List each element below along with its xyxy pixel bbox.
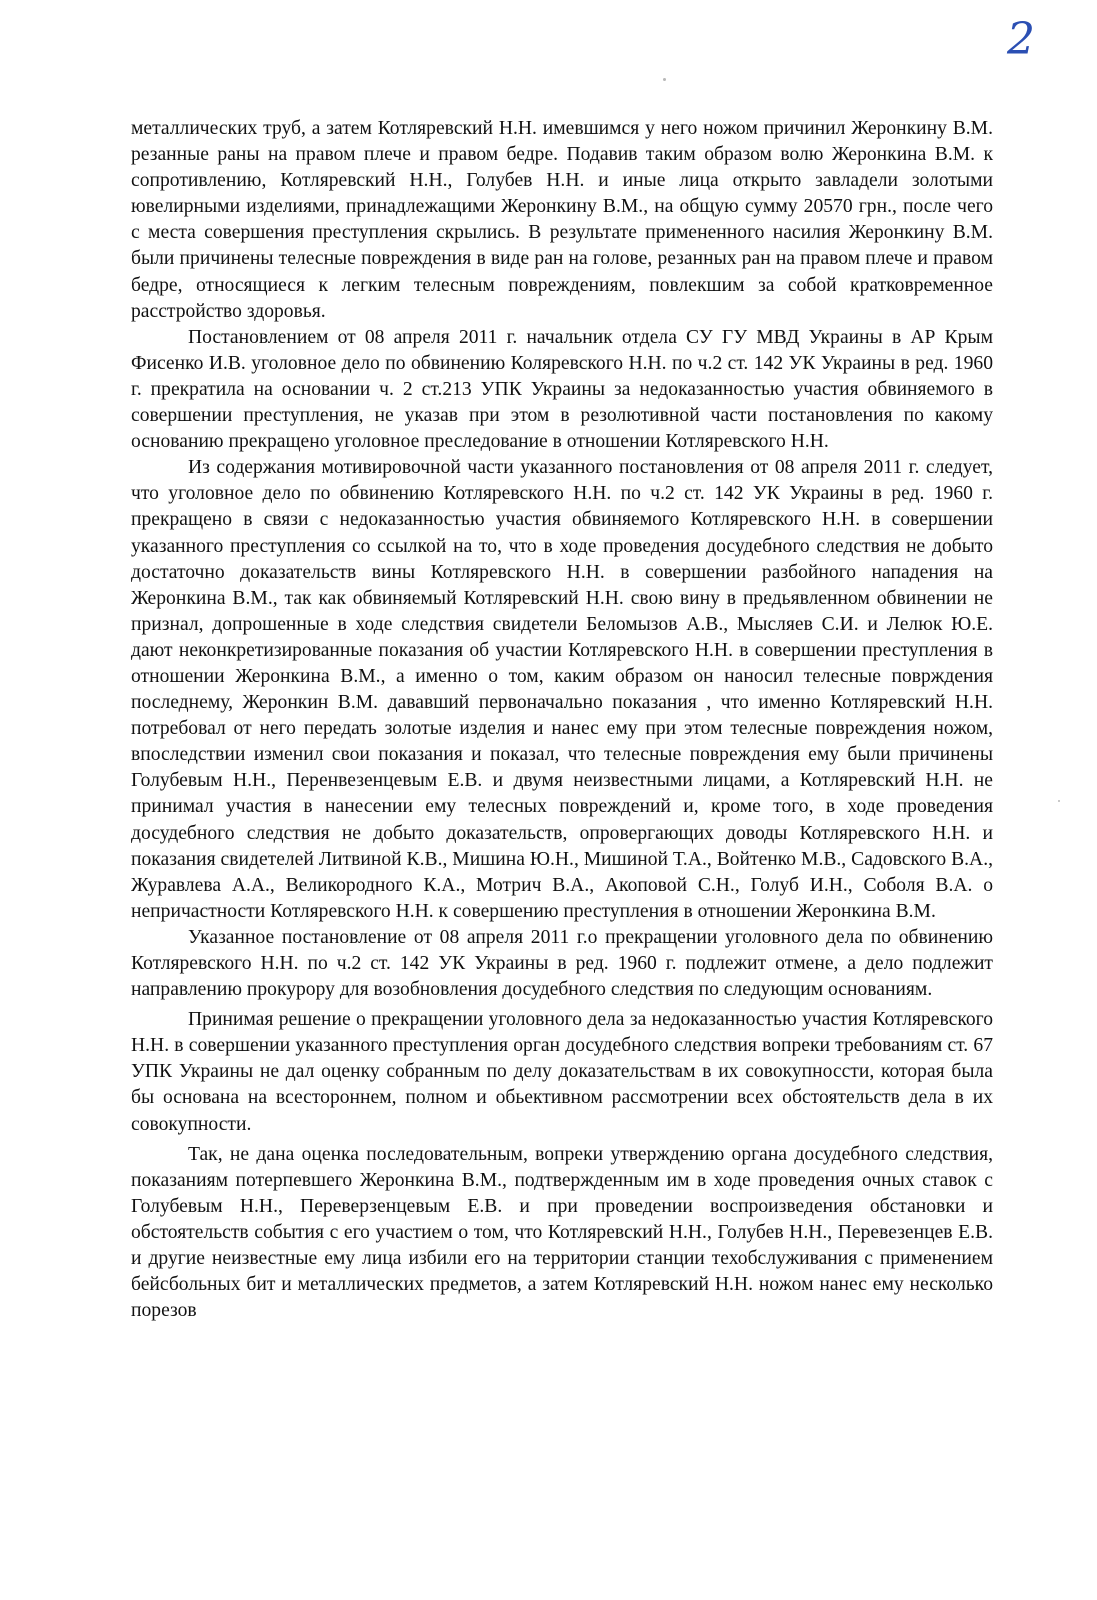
paragraph: Так, не дана оценка последовательным, вопреки утверждению органа досудебного следствия, показаниям потерпевшего Жеронкина В.М., подтвержденным им в ходе проведения очных ставок с Голубевым Н.Н., Переверзенцевым Е.В. и при проведении воспроизведения обстановки и обстоятельств события с его участием о том, что Котляревский Н.Н., Голубев Н.Н., Перевезенцев Е.В. и другие неизвестные ему лица избили его на территории станции техобслуживания с применением бейсбольных бит и металлических предметов, а затем Котляревский Н.Н. ножом нанес ему несколько порезов [131, 1143, 993, 1322]
scan-speck [1058, 800, 1060, 802]
paragraph: металлических труб, а затем Котляревский Н.Н. имевшимся у него ножом причинил Жеронкину В.М. резанные раны на правом плече и правом бедре. Подавив таким образом волю Жеронкина В.М. к сопротивлению, Котляревский Н.Н., Голубев Н.Н. и иные лица открыто завладели золотыми ювелирными изделиями, принадлежащими Жеронкину В.М., на общую сумму 20570 грн., после чего с места совершения преступления скрылись. В результате примененного насилия Жеронкину В.М. были причинены телесные повреждения в виде ран на голове, резанных ран на правом плече и правом бедре, относящиеся к легким телесным повреждениям, повлекшим за собой кратковременное расстройство здоровья. [131, 118, 993, 322]
paragraph: Постановлением от 08 апреля 2011 г. начальник отдела СУ ГУ МВД Украины в АР Крым Фисенко И.В. уголовное дело по обвинению Коляревского Н.Н. по ч.2 ст. 142 УК Украины в ред. 1960 г. прекратила на основании ч. 2 ст.213 УПК Украины за недоказанностью участия обвиняемого в совершении преступления, не указав при этом в резолютивной части постановления по какому основанию прекращено уголовное преследование в отношении Котляревского Н.Н. [131, 326, 993, 453]
scan-speck [663, 78, 666, 81]
paragraph: Указанное постановление от 08 апреля 2011 г.о прекращении уголовного дела по обвинению Котляревского Н.Н. по ч.2 ст. 142 УК Украины в ред. 1960 г. подлежит отмене, а дело подлежит направлению прокурору для возобновления досудебного следствия по следующим основаниям. [131, 926, 993, 1001]
document-body [131, 116, 993, 1324]
paragraph: Из содержания мотивировочной части указанного постановления от 08 апреля 2011 г. следует, что уголовное дело по обвинению Котляревского Н.Н. по ч.2 ст. 142 УК Украины в ред. 1960 г. прекращено в связи с недоказанностью участия обвиняемого Котляревского Н.Н. в совершении указанного преступления со ссылкой на то, что в ходе проведения досудебного следствия не добыто достаточно доказательств вины Котляревского Н.Н. в совершении разбойного нападения на Жеронкина В.М., так как обвиняемый Котляревский Н.Н. свою вину в предьявленном обвинении не признал, допрошенные в ходе следствия свидетели Беломызов А.В., Мысляев С.И. и Лелюк Ю.Е. дают неконкретизированные показания об участии Котляревского Н.Н. в совершении преступления в отношении Жеронкина В.М., а именно о том, каким образом он наносил телесные поврждения последнему, Жеронкин В.М. дававший первоначально показания , что именно Котляревский Н.Н. потребовал от него передать золотые изделия и нанес ему при этом телесные повреждения ножом, впоследствии изменил свои показания и показал, что телесные повреждения ему были причинены Голубевым Н.Н., Перенвезенцевым Е.В. и двумя неизвестными лицами, а Котляревский Н.Н. не принимал участия в нанесении ему телесных повреждений и, кроме того, в ходе проведения досудебного следствия не добыто доказательств, опровергающих доводы Котляревского Н.Н. и показания свидетелей Литвиной К.В., Мишина Ю.Н., Мишиной Т.А., Войтенко М.В., Садовского В.А., Журавлева А.А., Великородного К.А., Мотрич В.А., Акоповой С.Н., Голуб И.Н., Соболя В.А. о непричастности Котляревского Н.Н. к совершению преступления в отношении Жеронкина В.М. [131, 457, 993, 922]
handwritten-page-number: 2 [1007, 14, 1035, 65]
paragraph: Принимая решение о прекращении уголовного дела за недоказанностью участия Котляревского Н.Н. в совершении указанного преступления орган досудебного следствия вопреки требованиям ст. 67 УПК Украины не дал оценку собранным по делу доказательствам в их совокупносcти, которая была бы основана на всестороннем, полном и обьективном рассмотрении всех обстоятельств дела в их совокупности. [131, 1009, 993, 1135]
